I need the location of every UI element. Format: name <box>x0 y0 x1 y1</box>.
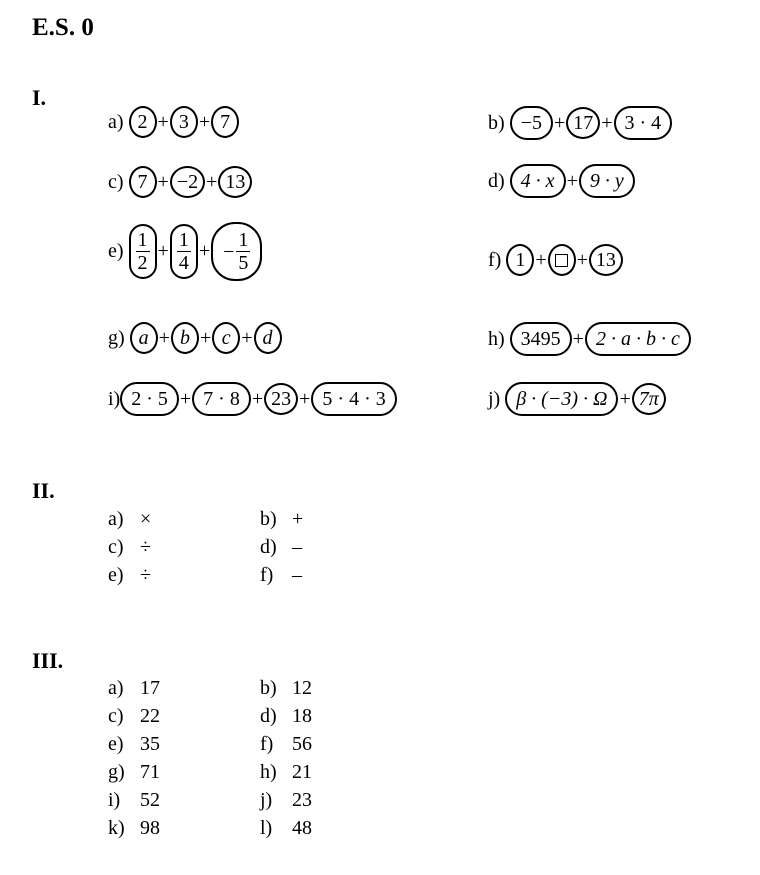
plus-sign: + <box>199 327 212 349</box>
answer-value: 48 <box>292 817 312 839</box>
exercise-1g <box>108 322 282 354</box>
circled-term: 7π <box>632 383 666 415</box>
item-label: a) <box>108 677 124 699</box>
item-label: b) <box>260 508 277 530</box>
item-label: f) <box>488 249 502 271</box>
plus-sign: + <box>158 327 170 349</box>
item-label: i) <box>108 789 121 811</box>
item-label: g) <box>108 761 125 783</box>
answer-value: 98 <box>140 817 160 839</box>
answer-row <box>260 758 332 786</box>
plus-sign: + <box>619 388 631 410</box>
fraction-stack <box>236 230 250 273</box>
numerator: 1 <box>137 229 148 251</box>
answer-row <box>108 730 180 758</box>
plus-sign: + <box>601 112 613 134</box>
plus-sign: + <box>251 388 264 410</box>
item-label: d) <box>488 170 505 192</box>
circled-term: 7 <box>129 166 157 198</box>
circled-term: 9 · y <box>579 164 635 198</box>
answer-value: + <box>292 508 304 530</box>
section-3-right-column <box>260 674 332 842</box>
answer-row <box>260 786 332 814</box>
answer-value: 52 <box>140 789 160 811</box>
circled-fraction <box>170 224 198 279</box>
answer-row <box>108 702 180 730</box>
plus-sign: + <box>576 249 588 271</box>
answer-row <box>260 561 332 589</box>
answer-row <box>108 533 180 561</box>
circled-term: 3 · 4 <box>614 106 673 140</box>
circled-term: 7 <box>211 106 239 138</box>
exercise-1h <box>488 322 691 356</box>
circled-term: 13 <box>589 244 623 276</box>
section-3-left-column <box>108 674 180 842</box>
answer-value: 21 <box>292 761 312 783</box>
circled-term: 13 <box>218 166 252 198</box>
denominator: 5 <box>238 252 249 274</box>
exercise-1f <box>488 244 623 276</box>
plus-sign: + <box>241 327 253 349</box>
plus-sign: + <box>198 111 211 133</box>
answer-value: × <box>140 508 152 530</box>
circled-fraction <box>129 224 157 279</box>
item-label: b) <box>260 677 277 699</box>
answer-value: – <box>292 536 302 558</box>
answer-row <box>260 814 332 842</box>
circled-term: b <box>171 322 199 354</box>
answer-value: – <box>292 564 302 586</box>
item-label: i) <box>108 388 121 410</box>
item-label: c) <box>108 171 124 193</box>
answer-row <box>260 505 332 533</box>
section-3-heading: III. <box>32 648 64 673</box>
circled-term <box>548 244 576 276</box>
answer-value: 56 <box>292 733 312 755</box>
answer-row <box>260 533 332 561</box>
item-label: b) <box>488 112 505 134</box>
item-label: c) <box>108 705 124 727</box>
plus-sign: + <box>535 249 547 271</box>
circled-term: −2 <box>170 166 205 198</box>
plus-sign: + <box>553 112 566 134</box>
circled-term: a <box>130 322 158 354</box>
exercise-1e <box>108 222 262 281</box>
item-label: h) <box>488 328 505 350</box>
circled-term: 5 · 4 · 3 <box>311 382 396 416</box>
plus-sign: + <box>157 111 169 133</box>
answer-value: 22 <box>140 705 160 727</box>
answer-row <box>108 758 180 786</box>
circled-term: 3 <box>170 106 198 138</box>
circled-term: 1 <box>506 244 534 276</box>
item-label: j) <box>260 789 273 811</box>
exercise-1a <box>108 106 239 138</box>
item-label: f) <box>260 564 274 586</box>
answer-row <box>260 730 332 758</box>
exercise-1b <box>488 106 672 140</box>
plus-sign: + <box>572 328 584 350</box>
plus-sign: + <box>206 171 218 193</box>
circled-term: 3495 <box>510 322 572 356</box>
item-label: l) <box>260 817 273 839</box>
document-title: E.S. 0 <box>32 14 94 41</box>
item-label: g) <box>108 327 125 349</box>
circled-term: 2 <box>129 106 157 138</box>
item-label: e) <box>108 240 124 262</box>
item-label: e) <box>108 564 124 586</box>
circled-term: 2 · 5 <box>120 382 179 416</box>
circled-term: c <box>212 322 240 354</box>
item-label: d) <box>260 536 277 558</box>
item-label: e) <box>108 733 124 755</box>
circled-term: 17 <box>566 107 600 139</box>
section-2-left-column <box>108 505 180 589</box>
answer-value: 71 <box>140 761 160 783</box>
exercise-1d <box>488 164 635 198</box>
minus-sign: − <box>223 240 235 263</box>
numerator: 1 <box>238 229 249 251</box>
answer-value: 35 <box>140 733 160 755</box>
circled-term: β · (−3) · Ω <box>505 382 618 416</box>
circled-fraction <box>211 222 262 281</box>
section-2-right-column <box>260 505 332 589</box>
plus-sign: + <box>566 170 578 192</box>
answer-row <box>260 702 332 730</box>
plus-sign: + <box>179 388 192 410</box>
answer-value: ÷ <box>140 536 151 558</box>
item-label: a) <box>108 111 124 133</box>
answer-row <box>260 674 332 702</box>
answer-value: 18 <box>292 705 312 727</box>
square-icon <box>555 254 568 267</box>
answer-value: 17 <box>140 677 160 699</box>
answer-value: ÷ <box>140 564 151 586</box>
circled-term: 23 <box>264 383 298 415</box>
item-label: f) <box>260 733 274 755</box>
item-label: k) <box>108 817 125 839</box>
plus-sign: + <box>157 240 169 262</box>
answer-value: 23 <box>292 789 312 811</box>
denominator: 2 <box>137 252 148 274</box>
exercise-1c <box>108 166 252 198</box>
plus-sign: + <box>198 240 211 262</box>
exercise-1j <box>488 382 666 416</box>
answer-row <box>108 561 180 589</box>
denominator: 4 <box>178 252 189 274</box>
circled-term: 2 · a · b · c <box>585 322 691 356</box>
item-label: d) <box>260 705 277 727</box>
plus-sign: + <box>299 388 311 410</box>
exercise-1i <box>108 382 397 416</box>
circled-term: 4 · x <box>510 164 566 198</box>
item-label: h) <box>260 761 277 783</box>
answer-row <box>108 674 180 702</box>
item-label: j) <box>488 388 501 410</box>
numerator: 1 <box>178 229 189 251</box>
item-label: c) <box>108 536 124 558</box>
circled-term: d <box>254 322 282 354</box>
answer-value: 12 <box>292 677 312 699</box>
circled-term: 7 · 8 <box>192 382 251 416</box>
answer-row <box>108 814 180 842</box>
answer-row <box>108 505 180 533</box>
item-label: a) <box>108 508 124 530</box>
circled-term: −5 <box>510 106 553 140</box>
plus-sign: + <box>157 171 169 193</box>
section-1-heading: I. <box>32 85 47 110</box>
section-2-heading: II. <box>32 478 55 503</box>
answer-row <box>108 786 180 814</box>
